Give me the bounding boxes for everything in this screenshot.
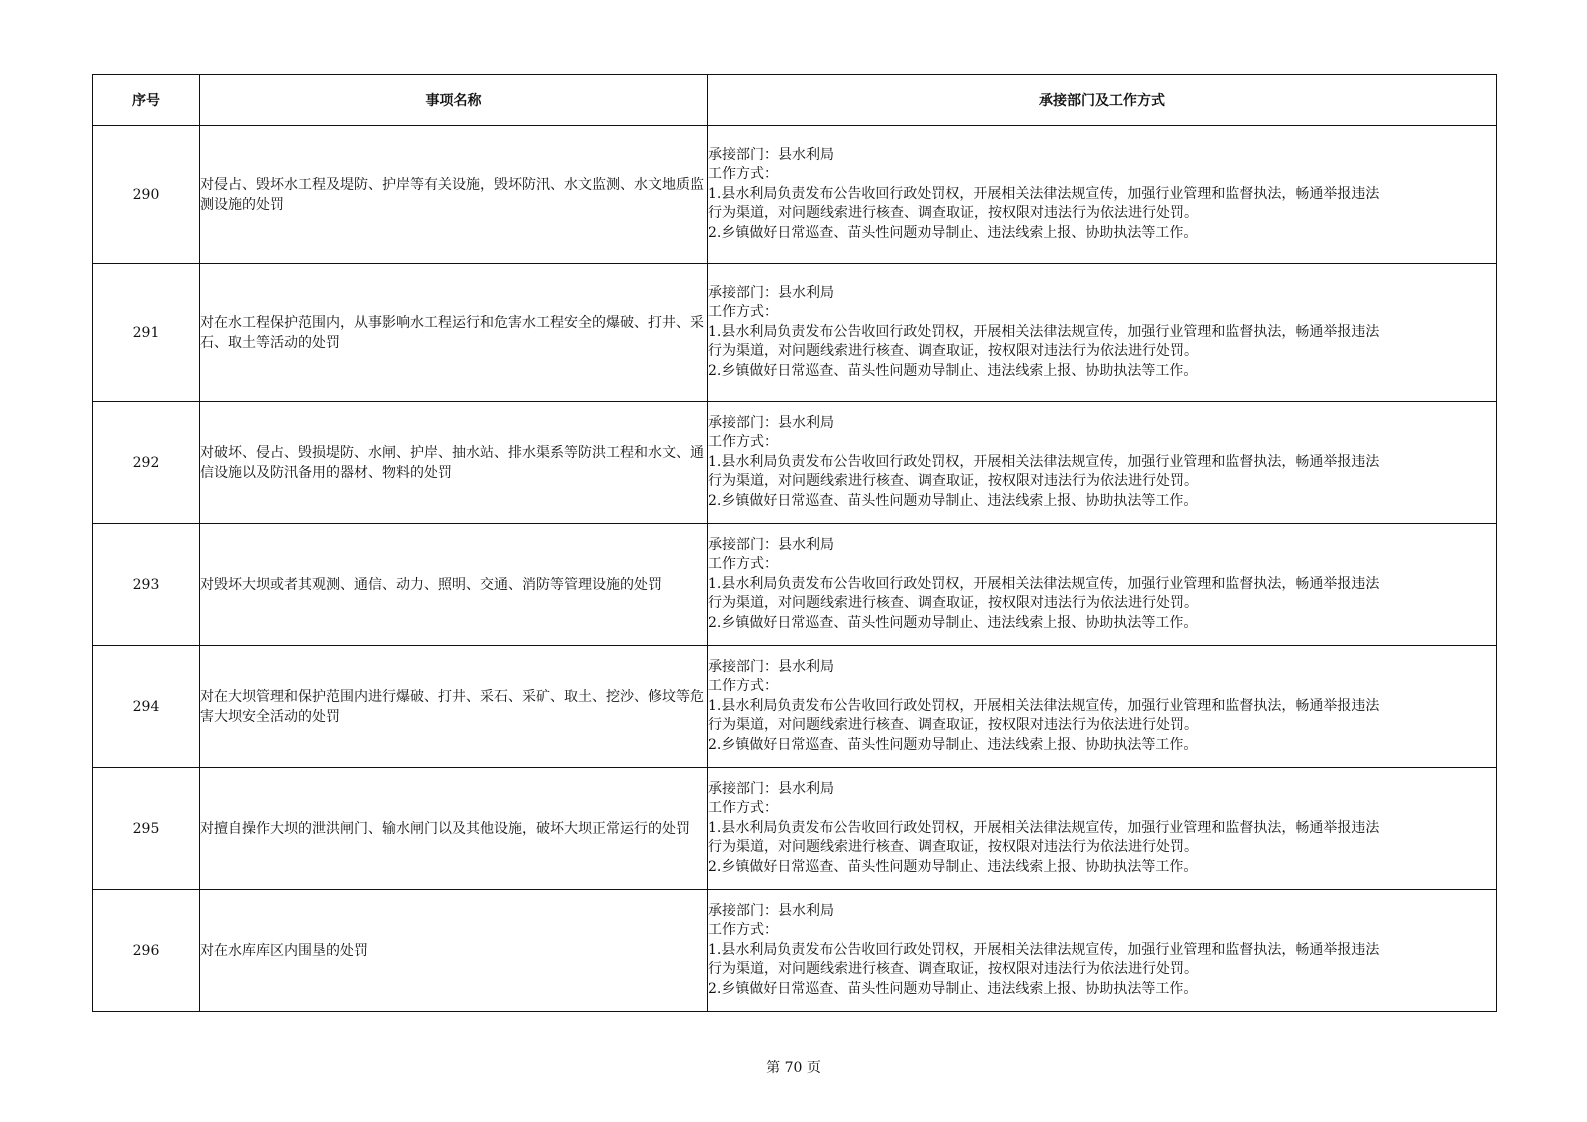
dept-method-label: 工作方式： [708,434,778,451]
dept-unit: 承接部门：县水利局 [708,902,834,919]
row-dept [708,402,1497,524]
dept-method-1a: 1.县水利局负责发布公告收回行政处罚权，开展相关法律法规宣传，加强行业管理和监督执法，畅通举报违法 [708,575,1380,592]
row-seq: 292 [93,402,200,524]
dept-method-label: 工作方式： [708,922,778,939]
header-dept: 承接部门及工作方式 [708,75,1497,126]
row-name [200,264,708,402]
row-seq: 293 [93,524,200,646]
table-row [93,524,1497,646]
dept-method-1b: 行为渠道，对问题线索进行核查、调查取证，按权限对违法行为依法进行处罚。 [708,205,1198,222]
header-seq: 序号 [93,75,200,126]
dept-method-1b: 行为渠道，对问题线索进行核查、调查取证，按权限对违法行为依法进行处罚。 [708,595,1198,612]
row-dept [708,890,1497,1012]
dept-method-1a: 1.县水利局负责发布公告收回行政处罚权，开展相关法律法规宣传，加强行业管理和监督执法，畅通举报违法 [708,185,1380,202]
dept-method-1b: 行为渠道，对问题线索进行核查、调查取证，按权限对违法行为依法进行处罚。 [708,343,1198,360]
row-dept [708,524,1497,646]
row-name [200,126,708,264]
row-seq: 296 [93,890,200,1012]
table-row [93,890,1497,1012]
row-name-text: 对擅自操作大坝的泄洪闸门、输水闸门以及其他设施，破坏大坝正常运行的处罚 [200,820,690,837]
items-table [92,74,1497,1012]
table-row [93,264,1497,402]
row-name [200,524,708,646]
dept-method-1a: 1.县水利局负责发布公告收回行政处罚权，开展相关法律法规宣传，加强行业管理和监督执法，畅通举报违法 [708,941,1380,958]
dept-method-label: 工作方式： [708,304,778,321]
row-name [200,402,708,524]
page-number: 第 70 页 [766,1060,821,1076]
row-seq: 295 [93,768,200,890]
dept-method-label: 工作方式： [708,556,778,573]
row-dept [708,126,1497,264]
row-dept [708,264,1497,402]
row-name-text: 对在水工程保护范围内，从事影响水工程运行和危害水工程安全的爆破、打井、采石、取土等活动的处罚 [200,314,704,351]
dept-method-1b: 行为渠道，对问题线索进行核查、调查取证，按权限对违法行为依法进行处罚。 [708,717,1198,734]
row-seq: 294 [93,646,200,768]
dept-method-2: 2.乡镇做好日常巡查、苗头性问题劝导制止、违法线索上报、协助执法等工作。 [708,224,1198,241]
dept-method-2: 2.乡镇做好日常巡查、苗头性问题劝导制止、违法线索上报、协助执法等工作。 [708,362,1198,379]
dept-unit: 承接部门：县水利局 [708,146,834,163]
dept-method-1b: 行为渠道，对问题线索进行核查、调查取证，按权限对违法行为依法进行处罚。 [708,839,1198,856]
table-row [93,646,1497,768]
dept-unit: 承接部门：县水利局 [708,414,834,431]
dept-method-2: 2.乡镇做好日常巡查、苗头性问题劝导制止、违法线索上报、协助执法等工作。 [708,492,1198,509]
header-name: 事项名称 [200,75,708,126]
dept-method-1b: 行为渠道，对问题线索进行核查、调查取证，按权限对违法行为依法进行处罚。 [708,473,1198,490]
table-header-row [93,75,1497,126]
dept-unit: 承接部门：县水利局 [708,780,834,797]
row-dept [708,646,1497,768]
row-name [200,646,708,768]
dept-method-label: 工作方式： [708,166,778,183]
dept-method-2: 2.乡镇做好日常巡查、苗头性问题劝导制止、违法线索上报、协助执法等工作。 [708,736,1198,753]
table-row [93,768,1497,890]
row-dept [708,768,1497,890]
dept-method-label: 工作方式： [708,800,778,817]
dept-unit: 承接部门：县水利局 [708,284,834,301]
row-name [200,890,708,1012]
dept-method-1a: 1.县水利局负责发布公告收回行政处罚权，开展相关法律法规宣传，加强行业管理和监督执法，畅通举报违法 [708,697,1380,714]
dept-method-label: 工作方式： [708,678,778,695]
dept-method-2: 2.乡镇做好日常巡查、苗头性问题劝导制止、违法线索上报、协助执法等工作。 [708,614,1198,631]
dept-method-2: 2.乡镇做好日常巡查、苗头性问题劝导制止、违法线索上报、协助执法等工作。 [708,858,1198,875]
row-name-text: 对毁坏大坝或者其观测、通信、动力、照明、交通、消防等管理设施的处罚 [200,576,662,593]
dept-method-1a: 1.县水利局负责发布公告收回行政处罚权，开展相关法律法规宣传，加强行业管理和监督执法，畅通举报违法 [708,819,1380,836]
row-name-text: 对在水库库区内围垦的处罚 [200,942,368,959]
row-name [200,768,708,890]
row-name-text: 对破坏、侵占、毁损堤防、水闸、护岸、抽水站、排水渠系等防洪工程和水文、通信设施以及防汛备用的器材、物料的处罚 [200,444,704,481]
table-row [93,402,1497,524]
dept-method-1b: 行为渠道，对问题线索进行核查、调查取证，按权限对违法行为依法进行处罚。 [708,961,1198,978]
table-row [93,126,1497,264]
dept-method-2: 2.乡镇做好日常巡查、苗头性问题劝导制止、违法线索上报、协助执法等工作。 [708,980,1198,997]
dept-method-1a: 1.县水利局负责发布公告收回行政处罚权，开展相关法律法规宣传，加强行业管理和监督执法，畅通举报违法 [708,323,1380,340]
dept-unit: 承接部门：县水利局 [708,658,834,675]
dept-unit: 承接部门：县水利局 [708,536,834,553]
row-name-text: 对在大坝管理和保护范围内进行爆破、打井、采石、采矿、取土、挖沙、修坟等危害大坝安全活动的处罚 [200,688,704,725]
dept-method-1a: 1.县水利局负责发布公告收回行政处罚权，开展相关法律法规宣传，加强行业管理和监督执法，畅通举报违法 [708,453,1380,470]
row-seq: 291 [93,264,200,402]
row-seq: 290 [93,126,200,264]
row-name-text: 对侵占、毁坏水工程及堤防、护岸等有关设施，毁坏防汛、水文监测、水文地质监测设施的处罚 [200,176,704,213]
